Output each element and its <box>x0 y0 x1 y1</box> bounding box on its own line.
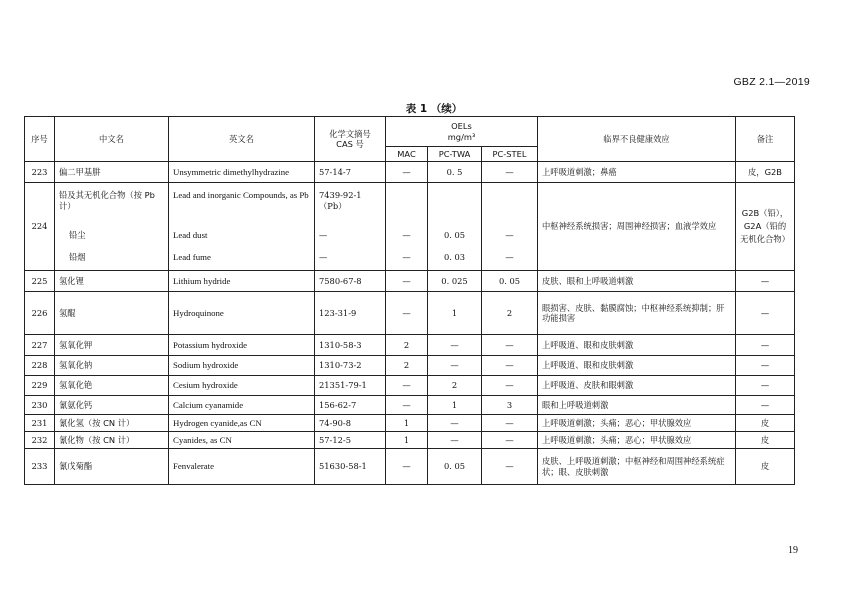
chinese-name-sub: 铅烟 <box>69 252 86 263</box>
remark: 皮 <box>736 449 795 485</box>
health-effect: 上呼吸道、皮肤和眼刺激 <box>538 376 736 396</box>
remark: — <box>736 356 795 376</box>
table-row <box>25 271 795 292</box>
health-effect: 上呼吸道、眼和皮肤刺激 <box>538 356 736 376</box>
cas-number: 74-90-8 <box>315 415 386 432</box>
header-seq: 序号 <box>25 117 55 162</box>
health-effect: 皮肤、眼和上呼吸道刺激 <box>538 271 736 292</box>
health-effect: 皮肤、上呼吸道刺激；中枢神经和周围神经系统症状；眼、皮肤刺激 <box>538 449 736 485</box>
table-row <box>25 292 795 335</box>
cas-number-sub: — <box>319 230 328 241</box>
row-number: 230 <box>25 396 55 415</box>
health-effect: 眼和上呼吸道刺激 <box>538 396 736 415</box>
mac-value: 1 <box>386 432 428 449</box>
cas-group <box>315 183 386 271</box>
row-number: 224 <box>25 183 55 271</box>
english-name: Cesium hydroxide <box>169 376 315 396</box>
pc-twa-value: 1 <box>428 396 482 415</box>
pc-twa-value: 0. 05 <box>428 449 482 485</box>
pc-stel-value: — <box>482 356 538 376</box>
english-name-sub: Lead fume <box>173 252 211 262</box>
remark: — <box>736 292 795 335</box>
remark: 皮，G2B <box>736 162 795 183</box>
cas-number: 21351-79-1 <box>315 376 386 396</box>
header-effects: 临界不良健康效应 <box>538 117 736 162</box>
pc-twa-value: 1 <box>428 292 482 335</box>
pc-stel-value: — <box>482 432 538 449</box>
pc-stel-value: 3 <box>482 396 538 415</box>
mac-value: — <box>386 376 428 396</box>
header-mac: MAC <box>386 147 428 162</box>
english-name: Sodium hydroxide <box>169 356 315 376</box>
oels-table <box>24 116 795 485</box>
mac-value: 2 <box>386 335 428 356</box>
mac-value: 2 <box>386 356 428 376</box>
header-pc-twa: PC-TWA <box>428 147 482 162</box>
table-row <box>25 415 795 432</box>
chinese-name: 铅及其无机化合物（按 Pb 计） <box>59 190 155 211</box>
pc-twa-value: — <box>428 432 482 449</box>
remark: 皮 <box>736 415 795 432</box>
table-row <box>25 376 795 396</box>
pc-twa-value: — <box>428 356 482 376</box>
pc-twa-value: 2 <box>428 376 482 396</box>
row-number: 225 <box>25 271 55 292</box>
english-name: Lithium hydride <box>169 271 315 292</box>
header-oels: OELs mg/m³ <box>386 117 538 147</box>
mac-value: — <box>386 396 428 415</box>
pc-stel-value: — <box>482 415 538 432</box>
chinese-name-sub: 铅尘 <box>69 230 86 241</box>
english-name: Hydrogen cyanide,as CN <box>169 415 315 432</box>
pc-stel-value: 2 <box>482 292 538 335</box>
cas-number: 7439-92-1（Pb） <box>319 190 362 211</box>
page-number: 19 <box>788 545 798 556</box>
table-caption: 表 1 （续） <box>405 103 463 115</box>
header-english-name: 英文名 <box>169 117 315 162</box>
chinese-name: 氰氨化钙 <box>55 396 169 415</box>
cas-number-sub: — <box>319 252 328 263</box>
row-number: 223 <box>25 162 55 183</box>
table-row <box>25 183 795 271</box>
chinese-name: 偏二甲基肼 <box>55 162 169 183</box>
pc-stel-value: — <box>482 376 538 396</box>
pc-stel-value: — <box>505 230 514 241</box>
english-name: Unsymmetric dimethylhydrazine <box>169 162 315 183</box>
chinese-name: 氢化锂 <box>55 271 169 292</box>
header-chinese-name: 中文名 <box>55 117 169 162</box>
chinese-name: 氢氧化钾 <box>55 335 169 356</box>
pc-twa-value: 0. 5 <box>428 162 482 183</box>
english-name: Potassium hydroxide <box>169 335 315 356</box>
mac-value: 1 <box>386 415 428 432</box>
chinese-name: 氰化物（按 CN 计） <box>55 432 169 449</box>
pc-stel-value: — <box>482 162 538 183</box>
cas-number: 1310-58-3 <box>315 335 386 356</box>
cas-number: 1310-73-2 <box>315 356 386 376</box>
header-remarks: 备注 <box>736 117 795 162</box>
english-name: Cyanides, as CN <box>169 432 315 449</box>
chinese-name: 氰化氢（按 CN 计） <box>55 415 169 432</box>
chinese-name: 氢氧化铯 <box>55 376 169 396</box>
pc-stel-value: — <box>482 335 538 356</box>
header-pc-stel: PC-STEL <box>482 147 538 162</box>
row-number: 232 <box>25 432 55 449</box>
remark: — <box>736 271 795 292</box>
remark: 皮 <box>736 432 795 449</box>
english-name: Fenvalerate <box>169 449 315 485</box>
english-name: Lead and inorganic Compounds, as Pb <box>173 190 309 200</box>
pc-twa-value: 0. 03 <box>443 252 466 263</box>
chinese-name-group <box>55 183 169 271</box>
row-number: 231 <box>25 415 55 432</box>
row-number: 227 <box>25 335 55 356</box>
table-row <box>25 356 795 376</box>
table-row <box>25 449 795 485</box>
table-row <box>25 396 795 415</box>
pc-stel-value: — <box>482 449 538 485</box>
health-effect: 眼损害、皮肤、黏膜腐蚀；中枢神经系统抑制；肝功能损害 <box>538 292 736 335</box>
pc-twa-value: — <box>428 335 482 356</box>
mac-value: — <box>386 271 428 292</box>
pc-twa-value: — <box>428 415 482 432</box>
english-name-sub: Lead dust <box>173 230 208 240</box>
pc-twa-group <box>428 183 482 271</box>
health-effect: 上呼吸道刺激；鼻癌 <box>538 162 736 183</box>
row-number: 233 <box>25 449 55 485</box>
chinese-name: 氢氧化钠 <box>55 356 169 376</box>
health-effect: 上呼吸道刺激；头痛；恶心；甲状腺效应 <box>538 432 736 449</box>
table-row <box>25 162 795 183</box>
table-row <box>25 335 795 356</box>
cas-number: 57-12-5 <box>315 432 386 449</box>
mac-value: — <box>386 162 428 183</box>
health-effect: 上呼吸道刺激；头痛；恶心；甲状腺效应 <box>538 415 736 432</box>
mac-group <box>386 183 428 271</box>
mac-value: — <box>402 252 411 263</box>
header-cas: 化学文摘号 CAS 号 <box>315 117 386 162</box>
mac-value: — <box>386 449 428 485</box>
health-effect: 上呼吸道、眼和皮肤刺激 <box>538 335 736 356</box>
chinese-name: 氰戊菊酯 <box>55 449 169 485</box>
row-number: 228 <box>25 356 55 376</box>
cas-number: 51630-58-1 <box>315 449 386 485</box>
chinese-name: 氢醌 <box>55 292 169 335</box>
remark: — <box>736 396 795 415</box>
cas-number: 123-31-9 <box>315 292 386 335</box>
cas-number: 156-62-7 <box>315 396 386 415</box>
english-name: Calcium cyanamide <box>169 396 315 415</box>
english-name: Hydroquinone <box>169 292 315 335</box>
mac-value: — <box>386 292 428 335</box>
cas-number: 7580-67-8 <box>315 271 386 292</box>
table-row <box>25 432 795 449</box>
pc-twa-value: 0. 025 <box>428 271 482 292</box>
standard-code: GBZ 2.1—2019 <box>733 76 810 88</box>
pc-twa-value: 0. 05 <box>443 230 466 241</box>
remark: — <box>736 376 795 396</box>
remark: — <box>736 335 795 356</box>
row-number: 226 <box>25 292 55 335</box>
mac-value: — <box>402 230 411 241</box>
cas-number: 57-14-7 <box>315 162 386 183</box>
remark: G2B（铅），G2A（铅的无机化合物） <box>736 183 795 271</box>
row-number: 229 <box>25 376 55 396</box>
english-name-group <box>169 183 315 271</box>
pc-stel-value: 0. 05 <box>482 271 538 292</box>
pc-stel-value: — <box>505 252 514 263</box>
health-effect: 中枢神经系统损害；周围神经损害；血液学效应 <box>538 183 736 271</box>
pc-stel-group <box>482 183 538 271</box>
